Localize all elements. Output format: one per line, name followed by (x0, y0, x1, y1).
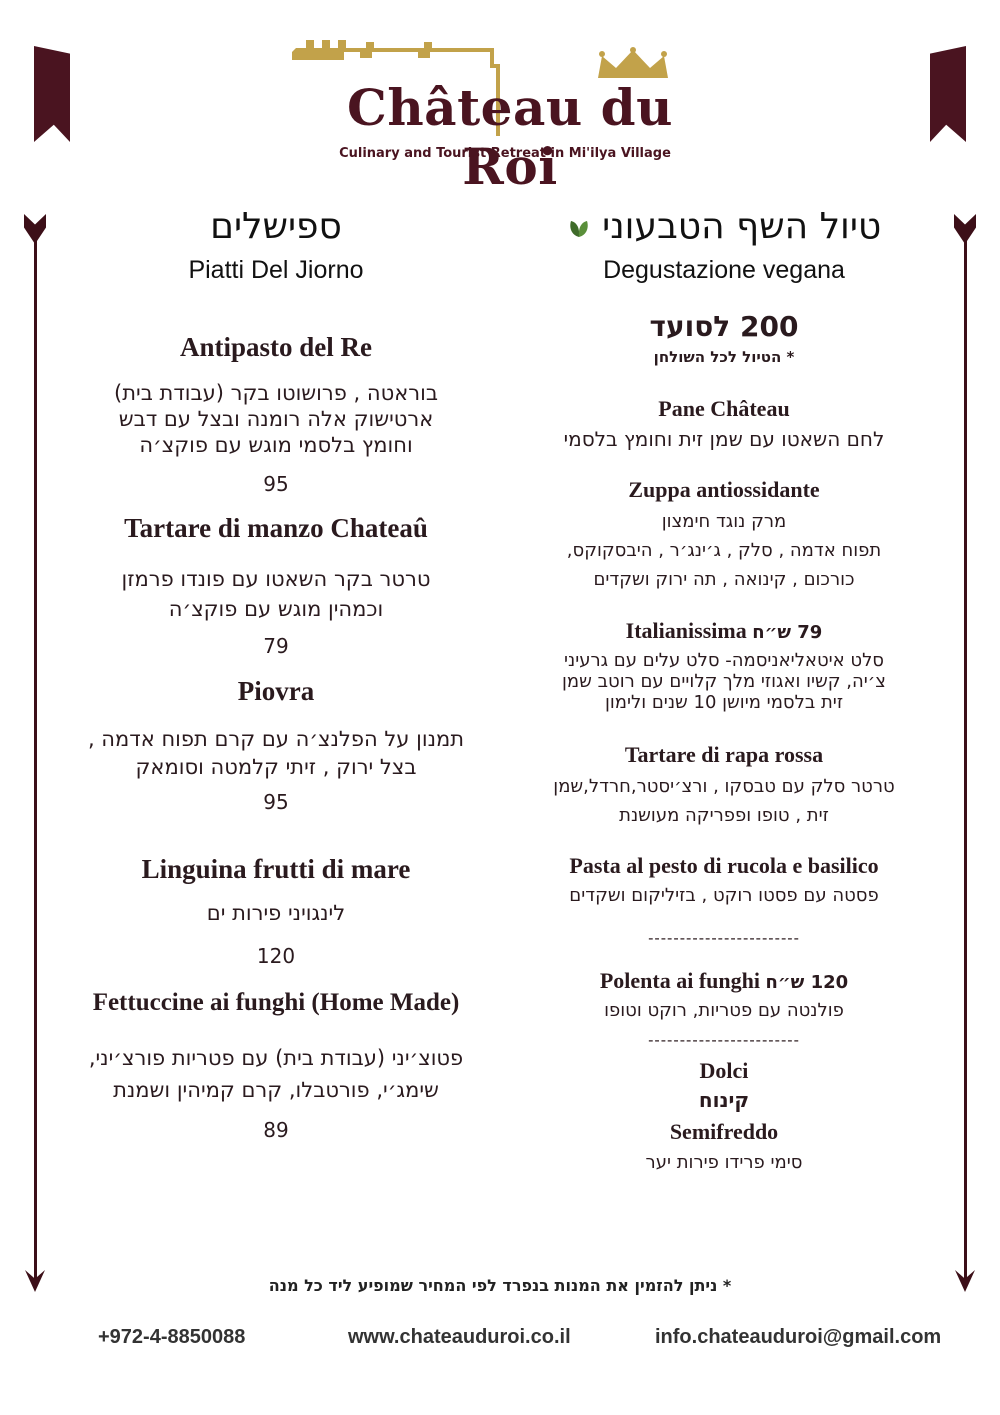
email-link[interactable]: info.chateauduroi@gmail.com (655, 1326, 942, 1348)
course-name: Tartare di rapa rossa (624, 742, 824, 767)
dish-description: בוראטה , פרושוטו בקר (עבודת בית) ארטישוק אלה רומנה ובצל עם דבש וחומץ בלסמי מוגש עם פוקצ׳ה (114, 381, 438, 457)
course-name: Zuppa antiossidante (628, 477, 820, 502)
separator: ------------------------ (648, 930, 800, 947)
dish-description: לינגויני פירות ים (206, 901, 346, 925)
right-title-he: טיול השף הטבעוני (602, 206, 882, 247)
right-arrow-line (964, 228, 967, 1282)
dessert-name: Semifreddo (669, 1119, 779, 1144)
course-name: Pasta al pesto di rucola e basilico (569, 853, 879, 878)
right-title (520, 206, 928, 247)
right-title-lat: Degustazione vegana (603, 256, 845, 284)
left-banner-flag (34, 46, 70, 142)
left-title-lat: Piatti Del Jiorno (188, 256, 364, 284)
dish-name: Fettuccine ai funghi (Home Made) (92, 989, 460, 1016)
course-description: מרק נוגד חימצון תפוח אדמה , סלק , ג׳ינג׳ר , היבסקוקס, כורכום , קינואה , תה ירוק ושקדים (566, 511, 882, 590)
dessert-description: סימי פרידו פירות יער (645, 1152, 803, 1173)
phone-number: +972-4-8850088 (98, 1326, 246, 1348)
crown-icon (594, 46, 672, 82)
dish-price: 79 (263, 634, 289, 658)
dish-price: 120 (256, 944, 296, 968)
course-price: 120 ש״ח (765, 972, 849, 993)
course-name: Pane Château (658, 396, 790, 421)
course-description: סלט איטאליאניסמה- סלט עלים עם גרעיני צ׳יה, קשיו ואגוזי מלך קלויים עם רוטב שמן זית בלסמי מיושן 10 שנים ולימון (562, 650, 886, 713)
dish-description: תמנון על הפלנצ׳ה עם קרם תפוח אדמה , בצל ירוק , זיתי קלמטה וסומאק (87, 727, 465, 779)
dish-price: 89 (263, 1118, 289, 1142)
footer-note: * ניתן להזמין את המנות בנפרד לפי המחיר שמופיע ליד כל מנה (268, 1276, 732, 1295)
course-description: פולנטה עם פטריות, רוקט וטופו (604, 1000, 844, 1021)
website-link[interactable]: www.chateauduroi.co.il (348, 1326, 571, 1348)
logo-title: Château du Roi (347, 78, 673, 196)
dolci-title-he: קינוח (698, 1088, 750, 1112)
left-arrow-line (34, 228, 37, 1282)
leaf-icon (567, 217, 591, 239)
course-name: Polenta ai funghi 120 ש״ח (599, 968, 849, 993)
course-description: טרטר סלק עם טבסקו , ורצ׳יסטר,חרדל,שמן זית , טופו ופפריקה מעושנת (553, 776, 895, 826)
course-description: פסטה עם פסטו רוקט , בזיליקום ושקדים (569, 885, 879, 906)
tasting-price-note: * הטיול לכל השולחן (653, 348, 795, 366)
tasting-price: 200 לסועד (649, 310, 799, 343)
dish-name: Linguina frutti di mare (141, 854, 411, 884)
separator: ------------------------ (648, 1032, 800, 1049)
course-description: לחם השאטו עם שמן זית וחומץ בלסמי (563, 427, 885, 451)
dolci-title: Dolci (699, 1058, 749, 1083)
dish-name: Piovra (237, 676, 315, 706)
dish-description: פטוצ׳יני (עבודת בית) עם פטריות פורצ׳יני, שימג׳י, פורטבלו, קרם קמיהין ושמנת (88, 1046, 464, 1102)
course-price: 79 ש״ח (752, 622, 823, 643)
dish-name: Tartare di manzo Chateaû (124, 513, 428, 543)
course-name: Italianissima 79 ש״ח (625, 618, 823, 643)
dish-price: 95 (263, 790, 289, 814)
logo-subtitle: Culinary and Tourist Retreat in Mi'ilya Village (339, 146, 671, 161)
dish-price: 95 (263, 472, 289, 496)
left-title-he: ספישלים (210, 206, 342, 247)
dish-description: טרטר בקר השאטו עם פונדו פרמזן וכמהין מוגש עם פוקצ׳ה (121, 567, 431, 621)
right-banner-flag (930, 46, 966, 142)
dish-name: Antipasto del Re (179, 332, 372, 362)
